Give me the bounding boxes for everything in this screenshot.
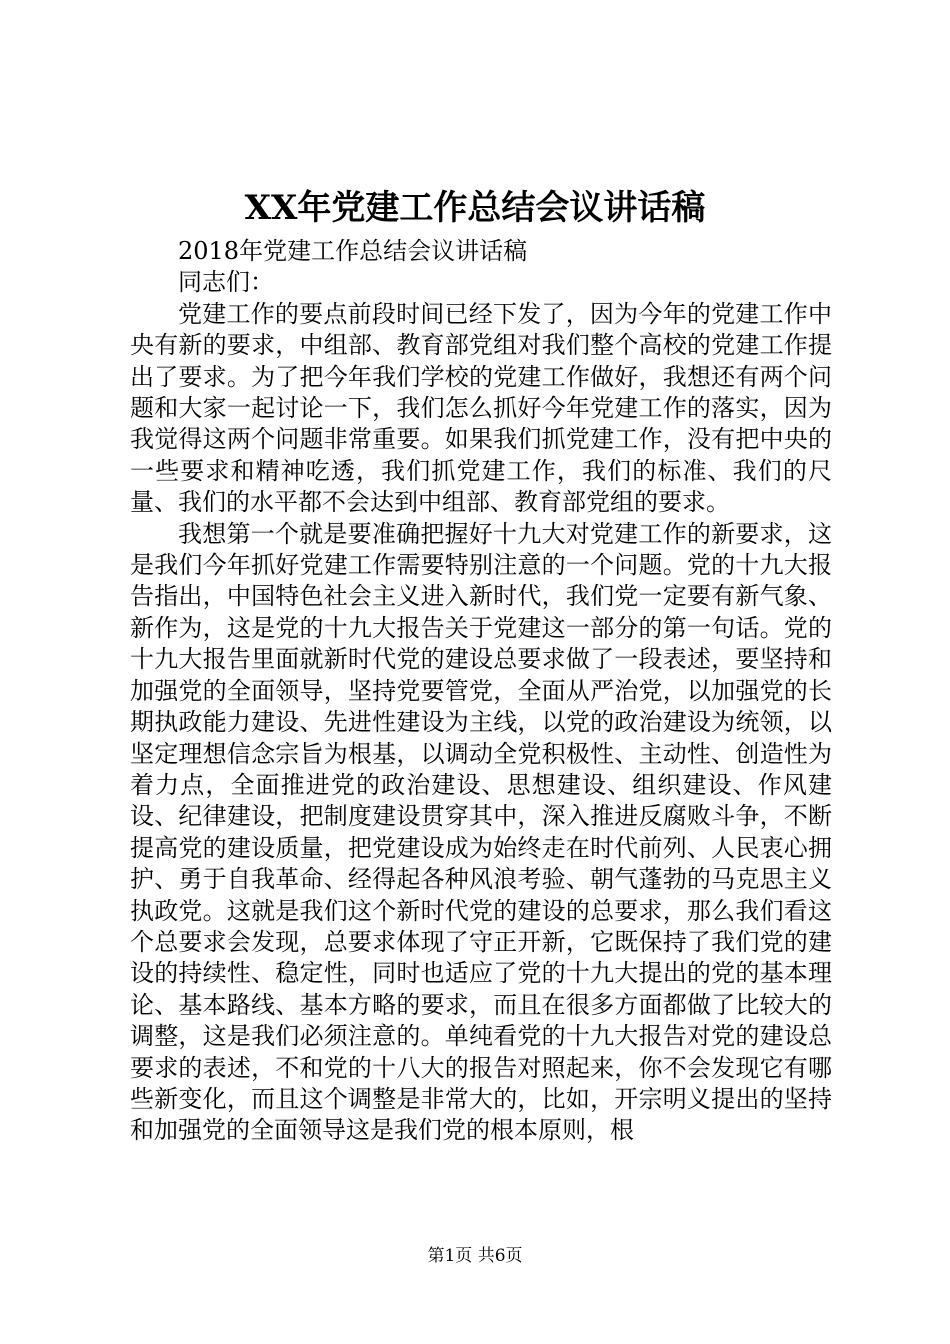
document-body [130, 236, 832, 1147]
page-footer: 第1页 共6页 [427, 1246, 523, 1266]
greeting: 同志们： [178, 268, 274, 297]
paragraph-1: 党建工作的要点前段时间已经下发了，因为今年的党建工作中央有新的要求，中组部、教育部党组对我们整个高校的党建工作提出了要求。为了把今年我们学校的党建工作做好，我想还有两个问题和大家一起讨论一下，我们怎么抓好今年党建工作的落实，因为我觉得这两个问题非常重要。如果我们抓党建工作，没有把中央的一些要求和精神吃透，我们抓党建工作，我们的标准、我们的尺量、我们的水平都不会达到中组部、教育部党组的要求。 [130, 299, 832, 517]
document-subtitle: 2018年党建工作总结会议讲话稿 [178, 237, 528, 265]
paragraph-2: 我想第一个就是要准确把握好十九大对党建工作的新要求，这是我们今年抓好党建工作需要特别注意的一个问题。党的十九大报告指出，中国特色社会主义进入新时代，我们党一定要有新气象、新作为，这是党的十九大报告关于党建这一部分的第一句话。党的十九大报告里面就新时代党的建设总要求做了一段表述，要坚持和加强党的全面领导，坚持党要管党，全面从严治党，以加强党的长期执政能力建设、先进性建设为主线，以党的政治建设为统领，以坚定理想信念宗旨为根基，以调动全党积极性、主动性、创造性为着力点，全面推进党的政治建设、思想建设、组织建设、作风建设、纪律建设，把制度建设贯穿其中，深入推进反腐败斗争，不断提高党的建设质量，把党建设成为始终走在时代前列、人民衷心拥护、勇于自我革命、经得起各种风浪考验、朝气蓬勃的马克思主义执政党。这就是我们这个新时代党的建设的总要求，那么我们看这个总要求会发现，总要求体现了守正开新，它既保持了我们党的建设的持续性、稳定性，同时也适应了党的十九大提出的党的基本理论、基本路线、基本方略的要求，而且在很多方面都做了比较大的调整，这是我们必须注意的。单纯看党的十九大报告对党的建设总要求的表述，不和党的十八大的报告对照起来，你不会发现它有哪些新变化，而且这个调整是非常大的，比如，开宗明义提出的坚持和加强党的全面领导这是我们党的根本原则，根 [130, 519, 832, 1145]
document-title: XX年党建工作总结会议讲话稿 [244, 188, 706, 228]
